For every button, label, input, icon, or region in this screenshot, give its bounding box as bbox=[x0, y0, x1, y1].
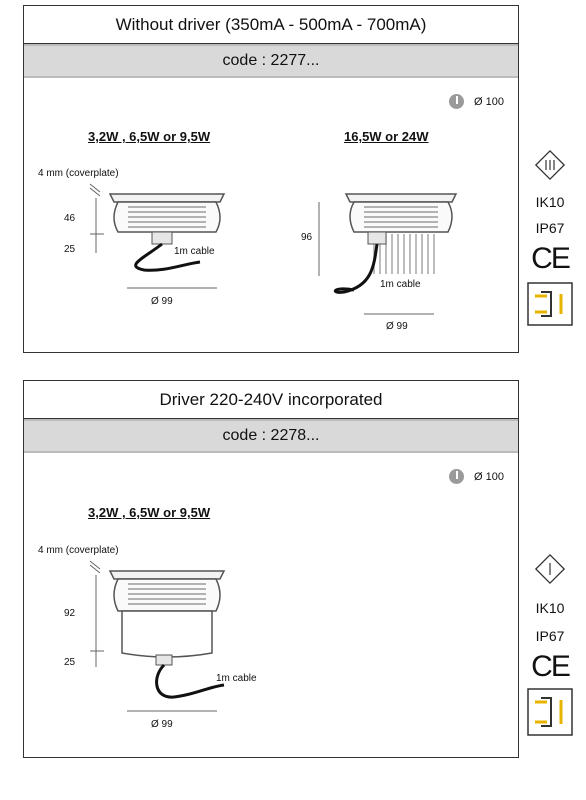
ik-rating: IK10 bbox=[535, 194, 565, 210]
coverplate-label: 4 mm (coverplate) bbox=[38, 545, 119, 556]
luminaire-large-drawing bbox=[24, 6, 520, 354]
class-II-diamond-icon bbox=[533, 552, 567, 586]
model-a-heading: 3,2W , 6,5W or 9,5W bbox=[88, 505, 211, 520]
panel-title: Driver 220-240V incorporated bbox=[24, 381, 518, 419]
dimension-bottom: 25 bbox=[64, 244, 76, 255]
cable-label: 1m cable bbox=[380, 279, 421, 290]
product-code: code : 2278... bbox=[24, 419, 518, 453]
panel1-certifications bbox=[522, 148, 578, 326]
ce-mark-icon: CE bbox=[531, 650, 569, 683]
light-direction-icon bbox=[527, 688, 573, 736]
cable-label: 1m cable bbox=[216, 673, 257, 684]
diameter-label: Ø 99 bbox=[151, 719, 173, 730]
model-a-heading: 3,2W , 6,5W or 9,5W bbox=[88, 129, 211, 144]
diameter-label: Ø 99 bbox=[386, 321, 408, 332]
cutout-diameter-label: Ø 100 bbox=[474, 95, 504, 108]
panel-title: Without driver (350mA - 500mA - 700mA) bbox=[24, 6, 518, 44]
product-code: code : 2277... bbox=[24, 44, 518, 78]
diameter-label: Ø 99 bbox=[151, 296, 173, 307]
luminaire-driver-drawing bbox=[24, 381, 520, 759]
ip-rating: IP67 bbox=[535, 628, 565, 644]
panel-without-driver bbox=[23, 5, 519, 353]
cutout-diameter-label: Ø 100 bbox=[474, 470, 504, 483]
coverplate-label: 4 mm (coverplate) bbox=[38, 168, 119, 179]
ip-rating: IP67 bbox=[535, 220, 565, 236]
panel-driver-incorporated bbox=[23, 380, 519, 758]
ce-mark-icon: CE bbox=[531, 242, 569, 275]
class-III-diamond-icon bbox=[533, 148, 567, 182]
cable-label: 1m cable bbox=[174, 246, 215, 257]
panel2-certifications bbox=[522, 552, 578, 736]
dimension-top: 46 bbox=[64, 213, 76, 224]
ik-rating: IK10 bbox=[535, 600, 565, 616]
light-direction-icon bbox=[527, 282, 573, 326]
model-b-heading: 16,5W or 24W bbox=[344, 129, 429, 144]
dimension-height: 96 bbox=[301, 232, 313, 243]
dimension-bottom: 25 bbox=[64, 657, 76, 668]
dimension-top: 92 bbox=[64, 608, 76, 619]
